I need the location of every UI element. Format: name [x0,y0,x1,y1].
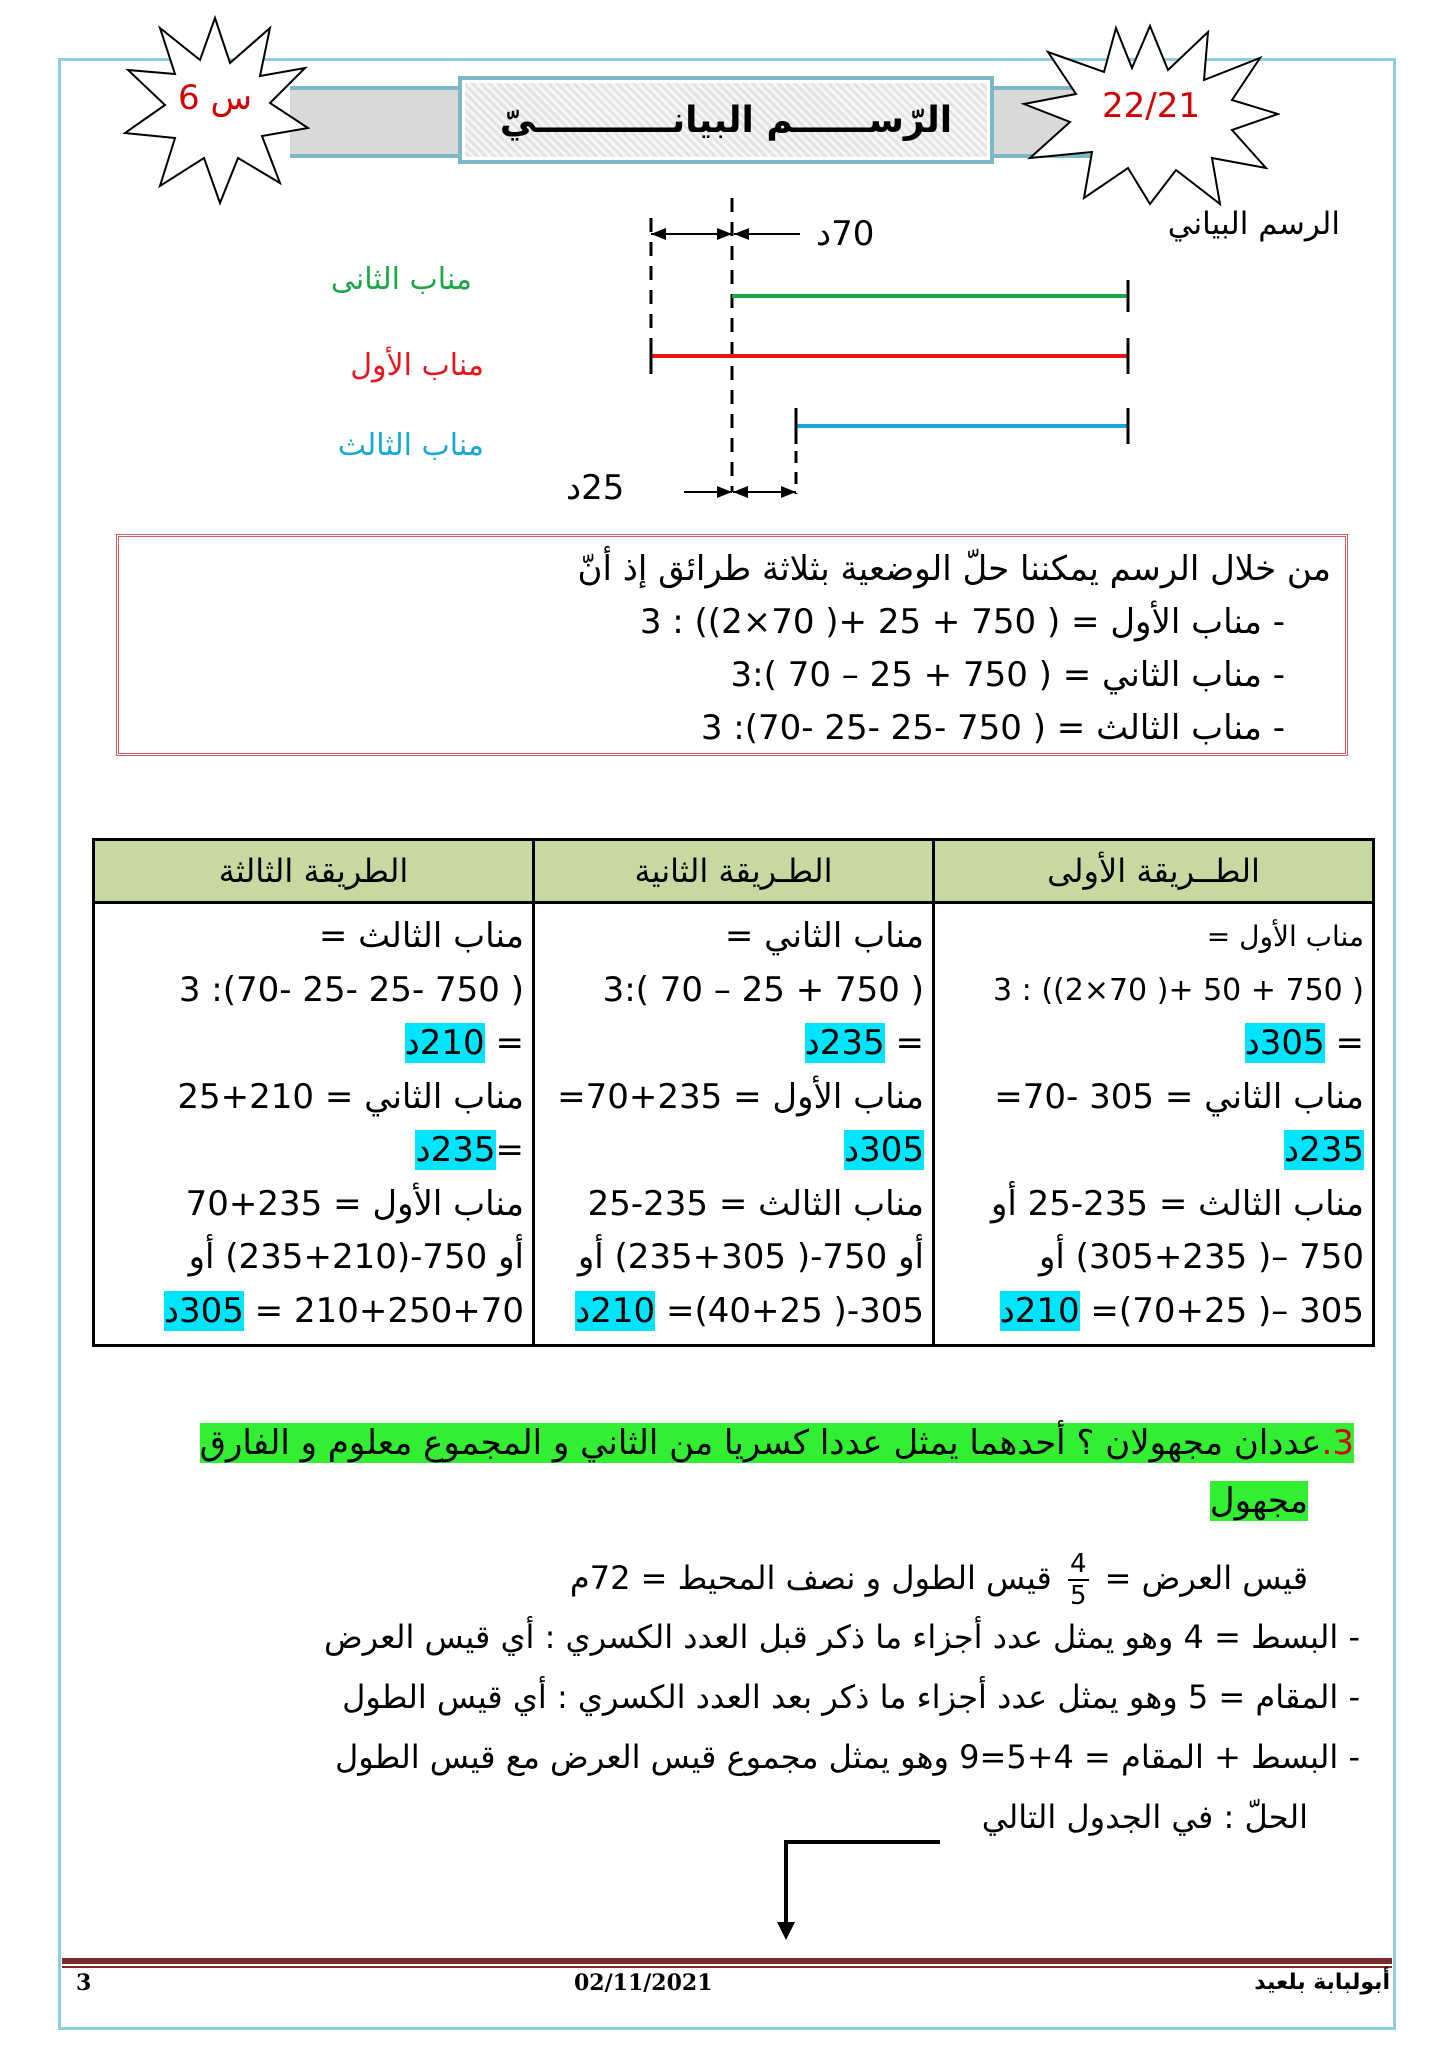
result-highlight: 210د [404,1023,485,1063]
result-highlight: 305د [1244,1023,1325,1063]
result-highlight: 305د [163,1290,244,1331]
methods-box [116,534,1348,756]
footer-author: أبولبابة بلعيد [1254,1970,1390,1995]
problem3-heading-cont [1210,1476,1308,1526]
result-highlight: 305د [843,1130,924,1170]
result-highlight: 235د [1283,1130,1364,1170]
cell-method-3: مناب الثالث = ( 750 -25 -25 -70): 3 = 210د مناب الثاني = 210+25 =235د مناب الأول = 235+70 أو 750-(210+235) أو 210+250+70 = 305د [94,903,534,1346]
page-number: 3 [76,1970,92,1996]
problem3-heading-line2: مجهول [1209,1481,1308,1521]
bullet-numerator: - البسط = 4 وهو يمثل عدد أجزاء ما ذكر قبل العدد الكسري : أي قيس العرض [323,1618,1360,1656]
bullet-sum: - البسط + المقام = 4+5=9 وهو يمثل مجموع قيس العرض مع قيس الطول [334,1738,1360,1776]
down-arrow [760,1826,960,1946]
cell-method-2: مناب الثاني = ( 750 + 25 – 70 ):3 = 235د مناب الأول = 235+70= 305د مناب الثالث = 235-25 أو 750-( 305+235) أو 305-( 40+25)= 210د [534,903,934,1346]
header-method-3: الطريقة الثالثة [94,840,534,903]
pages-range: 22/21 [1102,86,1200,126]
problem3-heading-line1: عددان مجهولان ؟ أحدهما يمثل عددا كسريا من الثاني و المجموع معلوم و الفارق [199,1423,1322,1463]
footer-rule-thin [62,1966,1392,1968]
arrowhead-right [717,228,732,240]
bullet-denominator: - المقام = 5 وهو يمثل عدد أجزاء ما ذكر بعد العدد الكسري : أي قيس الطول [342,1678,1360,1716]
bar-diagram [0,0,1448,520]
footer-date: 02/11/2021 [574,1970,713,1996]
methods-intro: من خلال الرسم يمكننا حلّ الوضعية بثلاثة طرائق إذ أنّ [577,549,1331,589]
gap-70-label: 70د [816,214,875,254]
result-highlight: 235د [415,1130,496,1170]
method-row-first: - مناب الأول = ( 750 + 25 +( 70×2)) : 3 [639,602,1285,642]
result-highlight: 210د [999,1290,1080,1331]
gap-25-label: 25د [566,468,625,508]
method-row-second: - مناب الثاني = ( 750 + 25 – 70 ):3 [730,655,1285,695]
cell-method-1: مناب الأول = ( 750 + 50 +( 70×2)) : 3 = 305د مناب الثاني = 305 -70= 235د مناب الثالث = 235-25 أو 750 –( 305+235) أو 305 –( 70+25)= 210د [934,903,1374,1346]
label-first-share: مناب الأول [350,348,484,383]
page-title: الرّســــــم البيانـــــــــــيّ [458,76,994,164]
problem3-statement: قيس العرض = $\frac{4}{5}$ قيس الطول و نصف المحيط = 72م [569,1549,1308,1611]
header-method-2: الطـريقة الثانية [534,840,934,903]
diagram-caption: الرسم البياني [1167,206,1340,242]
label-third-share: مناب الثالث [337,428,484,463]
footer-rule [62,1958,1392,1964]
label-second-share: مناب الثانى [330,262,472,297]
methods-table [92,838,1375,1347]
problem3-heading [200,1418,1354,1468]
arrowhead-left [651,228,666,240]
result-highlight: 210د [575,1290,656,1331]
session-number: س 6 [178,78,252,118]
method-row-third: - مناب الثالث = ( 750 -25 -25 -70): 3 [700,708,1285,748]
problem3-number: 3. [1321,1423,1354,1463]
fraction-four-fifths: $\frac{4}{5}$ [1069,1549,1087,1611]
header-method-1: الطــريقة الأولى [934,840,1374,903]
result-highlight: 235د [804,1023,885,1063]
solution-line: الحلّ : في الجدول التالي [981,1798,1308,1836]
